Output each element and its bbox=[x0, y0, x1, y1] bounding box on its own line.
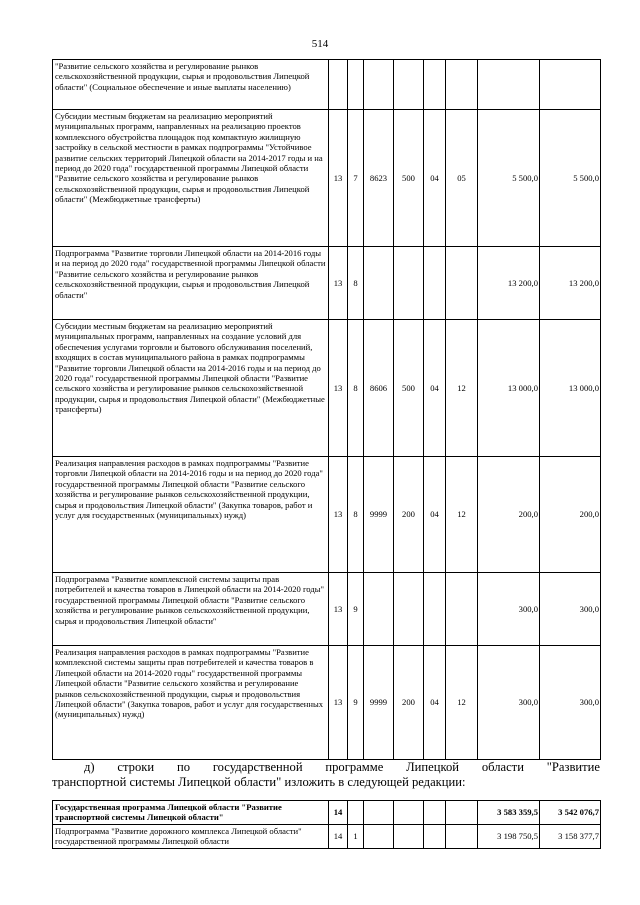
amount-2016-cell: 5 500,0 bbox=[540, 110, 601, 247]
amount-2016-cell: 3 542 076,7 bbox=[540, 801, 601, 825]
row-name-cell: Подпрограмма "Развитие комплексной системы защиты прав потребителей и качества товаров в Липецкой области на 2014-2020 годы" государственной программы Липецкой области "Развитие сельского хозяйства и регулирование рынков сельскохозяйственной продукции, сырья и продовольствия Липецкой области" bbox=[53, 573, 329, 646]
amount-2016-cell: 13 000,0 bbox=[540, 320, 601, 457]
code-sub-cell: 8 bbox=[348, 457, 364, 573]
code-sub-cell: 7 bbox=[348, 110, 364, 247]
amount-2016-cell: 3 158 377,7 bbox=[540, 824, 601, 848]
code-pr-cell: 05 bbox=[446, 110, 478, 247]
code-dir-cell bbox=[364, 824, 394, 848]
code-vr-cell bbox=[394, 60, 424, 110]
code-gp-cell: 13 bbox=[329, 247, 348, 320]
budget-table bbox=[52, 59, 601, 760]
amount-2015-cell: 300,0 bbox=[478, 646, 540, 760]
row-name-cell: Реализация направления расходов в рамках подпрограммы "Развитие комплексной системы защиты прав потребителей и качества товаров в Липецкой области на 2014-2020 годы" государственной программы Липецкой области "Развитие сельского хозяйства и регулирование рынков сельскохозяйственной продукции, сырья и продовольствия Липецкой области" (Закупка товаров, работ и услуг для государственных (муниципальных) нужд) bbox=[53, 646, 329, 760]
table-row bbox=[53, 60, 601, 110]
code-gp-cell: 13 bbox=[329, 573, 348, 646]
code-vr-cell: 500 bbox=[394, 110, 424, 247]
amount-2015-cell: 13 000,0 bbox=[478, 320, 540, 457]
row-name-cell: Субсидии местным бюджетам на реализацию мероприятий муниципальных программ, направленных на реализацию проектов комплексного обустройства площадок под компактную жилищную застройку в сельской местности в рамках подпрограммы "Устойчивое развитие сельских территорий Липецкой области на 2014-2017 годы и на период до 2020 года" государственной программы Липецкой области "Развитие сельского хозяйства и регулирование рынков сельскохозяйственной продукции, сырья и продовольствия Липецкой области" (Межбюджетные трансферты) bbox=[53, 110, 329, 247]
page-number: 514 bbox=[311, 38, 329, 50]
code-gp-cell: 13 bbox=[329, 110, 348, 247]
code-sub-cell: 9 bbox=[348, 646, 364, 760]
amount-2015-cell: 13 200,0 bbox=[478, 247, 540, 320]
code-vr-cell bbox=[394, 247, 424, 320]
code-pr-cell bbox=[446, 573, 478, 646]
code-dir-cell bbox=[364, 801, 394, 825]
code-sub-cell bbox=[348, 60, 364, 110]
table-row bbox=[53, 110, 601, 247]
code-sub-cell bbox=[348, 801, 364, 825]
amount-2016-cell bbox=[540, 60, 601, 110]
code-gp-cell: 13 bbox=[329, 646, 348, 760]
code-rz-cell bbox=[424, 60, 446, 110]
row-name-cell: Подпрограмма "Развитие дорожного комплекса Липецкой области" государственной программы Липецкой области bbox=[53, 824, 329, 848]
row-name-cell: Реализация направления расходов в рамках подпрограммы "Развитие торговли Липецкой области на 2014-2016 годы и на период до 2020 года" государственной программы Липецкой области "Развитие сельского хозяйства и регулирование рынков сельскохозяйственной продукции, сырья и продовольствия Липецкой области" (Закупка товаров, работ и услуг для государственных (муниципальных) нужд) bbox=[53, 457, 329, 573]
table-row bbox=[53, 801, 601, 825]
code-vr-cell: 200 bbox=[394, 646, 424, 760]
row-name-cell: "Развитие сельского хозяйства и регулирование рынков сельскохозяйственной продукции, сырья и продовольствия Липецкой области" (Социальное обеспечение и иные выплаты населению) bbox=[53, 60, 329, 110]
code-dir-cell: 8606 bbox=[364, 320, 394, 457]
row-name-cell: Государственная программа Липецкой области "Развитие транспортной системы Липецкой области" bbox=[53, 801, 329, 825]
code-rz-cell: 04 bbox=[424, 320, 446, 457]
table-row bbox=[53, 247, 601, 320]
code-gp-cell: 14 bbox=[329, 824, 348, 848]
code-rz-cell bbox=[424, 801, 446, 825]
code-dir-cell bbox=[364, 60, 394, 110]
table-row bbox=[53, 320, 601, 457]
amount-2015-cell: 3 583 359,5 bbox=[478, 801, 540, 825]
code-dir-cell bbox=[364, 247, 394, 320]
code-vr-cell bbox=[394, 801, 424, 825]
code-dir-cell bbox=[364, 573, 394, 646]
code-gp-cell bbox=[329, 60, 348, 110]
code-vr-cell: 200 bbox=[394, 457, 424, 573]
amendment-paragraph bbox=[52, 760, 600, 790]
code-vr-cell bbox=[394, 573, 424, 646]
amendment-line-1: д) строки по государственной программе Липецкой области "Развитие bbox=[84, 760, 600, 774]
code-sub-cell: 1 bbox=[348, 824, 364, 848]
table-row bbox=[53, 457, 601, 573]
amendment-line-2: транспортной системы Липецкой области" изложить в следующей редакции: bbox=[52, 775, 466, 789]
code-pr-cell bbox=[446, 824, 478, 848]
amount-2016-cell: 13 200,0 bbox=[540, 247, 601, 320]
table-row bbox=[53, 824, 601, 848]
table-row bbox=[53, 573, 601, 646]
code-dir-cell: 9999 bbox=[364, 457, 394, 573]
amount-2015-cell: 3 198 750,5 bbox=[478, 824, 540, 848]
code-rz-cell: 04 bbox=[424, 646, 446, 760]
code-rz-cell bbox=[424, 824, 446, 848]
code-pr-cell: 12 bbox=[446, 320, 478, 457]
amount-2016-cell: 300,0 bbox=[540, 573, 601, 646]
amount-2016-cell: 300,0 bbox=[540, 646, 601, 760]
code-gp-cell: 14 bbox=[329, 801, 348, 825]
amount-2015-cell bbox=[478, 60, 540, 110]
code-pr-cell: 12 bbox=[446, 646, 478, 760]
code-rz-cell bbox=[424, 573, 446, 646]
amount-2015-cell: 200,0 bbox=[478, 457, 540, 573]
code-pr-cell: 12 bbox=[446, 457, 478, 573]
amount-2015-cell: 5 500,0 bbox=[478, 110, 540, 247]
code-dir-cell: 8623 bbox=[364, 110, 394, 247]
code-gp-cell: 13 bbox=[329, 320, 348, 457]
code-sub-cell: 9 bbox=[348, 573, 364, 646]
code-pr-cell bbox=[446, 801, 478, 825]
code-rz-cell: 04 bbox=[424, 110, 446, 247]
code-rz-cell bbox=[424, 247, 446, 320]
code-gp-cell: 13 bbox=[329, 457, 348, 573]
amount-2015-cell: 300,0 bbox=[478, 573, 540, 646]
code-vr-cell: 500 bbox=[394, 320, 424, 457]
code-sub-cell: 8 bbox=[348, 320, 364, 457]
amount-2016-cell: 200,0 bbox=[540, 457, 601, 573]
table-row bbox=[53, 646, 601, 760]
row-name-cell: Субсидии местным бюджетам на реализацию мероприятий муниципальных программ, направленных на создание условий для обеспечения услугами торговли и бытового обслуживания поселений, входящих в состав муниципального района в рамках подпрограммы "Развитие торговли Липецкой области на 2014-2016 годы и на период до 2020 года" государственной программы Липецкой области "Развитие сельского хозяйства и регулирование рынков сельскохозяйственной продукции, сырья и продовольствия Липецкой области" (Межбюджетные трансферты) bbox=[53, 320, 329, 457]
code-dir-cell: 9999 bbox=[364, 646, 394, 760]
code-vr-cell bbox=[394, 824, 424, 848]
code-sub-cell: 8 bbox=[348, 247, 364, 320]
code-pr-cell bbox=[446, 60, 478, 110]
transport-program-table bbox=[52, 800, 601, 849]
code-pr-cell bbox=[446, 247, 478, 320]
row-name-cell: Подпрограмма "Развитие торговли Липецкой области на 2014-2016 годы и на период до 2020 года" государственной программы Липецкой области "Развитие сельского хозяйства и регулирование рынков сельскохозяйственной продукции, сырья и продовольствия Липецкой области" bbox=[53, 247, 329, 320]
code-rz-cell: 04 bbox=[424, 457, 446, 573]
